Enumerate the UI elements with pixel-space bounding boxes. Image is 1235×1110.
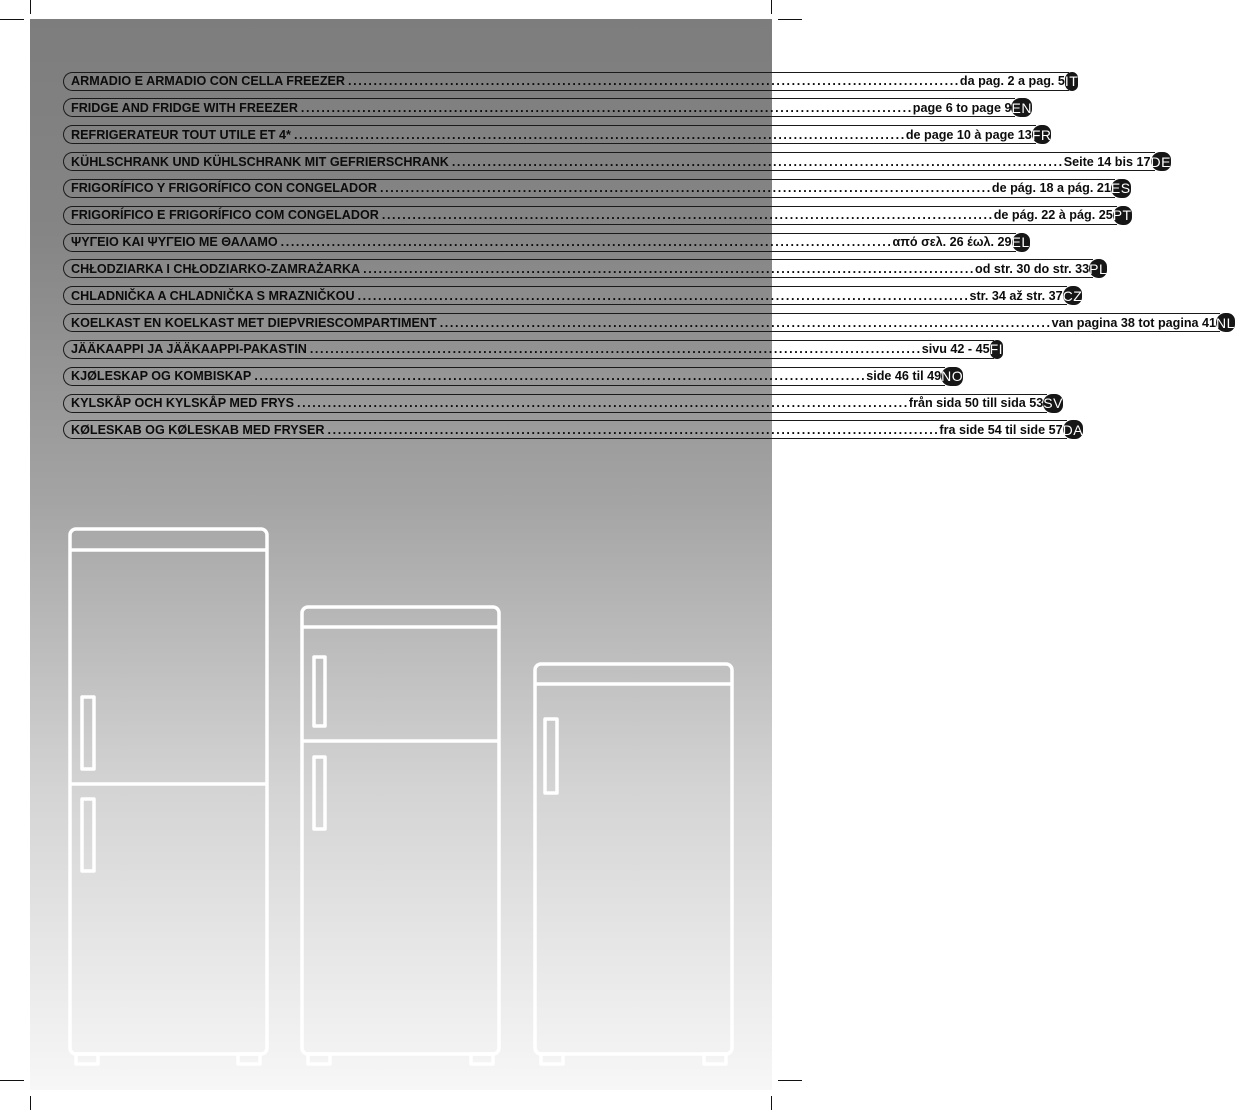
- toc-page-range: fra side 54 til side 57: [939, 422, 1063, 437]
- toc-title: KYLSKÅP OCH KYLSKÅP MED FRYS: [71, 396, 294, 411]
- fridge-illustrations: [30, 19, 772, 1090]
- toc-title: JÄÄKAAPPI JA JÄÄKAAPPI-PAKASTIN: [71, 342, 307, 357]
- toc-leader-dots: ........................................................................................................................: [380, 181, 992, 196]
- single-door-fridge-icon: [535, 664, 732, 1064]
- language-code-badge: DA: [1062, 421, 1084, 438]
- toc-page-range: από σελ. 26 έωλ. 29: [892, 235, 1012, 250]
- toc-page-range: od str. 30 do str. 33: [975, 261, 1090, 276]
- language-code-badge: FI: [989, 341, 1004, 358]
- toc-leader-dots: ........................................................................................................................: [451, 154, 1064, 169]
- toc-leader-dots: ........................................................................................................................: [309, 342, 922, 357]
- toc-page-range: Seite 14 bis 17: [1063, 154, 1151, 169]
- language-code-badge: PT: [1112, 207, 1132, 224]
- toc-leader-dots: ........................................................................................................................: [254, 369, 867, 384]
- toc-leader-dots: ........................................................................................................................: [363, 261, 976, 276]
- language-code-badge: NL: [1216, 314, 1235, 331]
- toc-page-range: side 46 til 49: [866, 369, 942, 384]
- toc-page-range: da pag. 2 a pag. 5: [959, 74, 1065, 88]
- toc-page-range: page 6 to page 9: [912, 100, 1012, 115]
- toc-leader-dots: ........................................................................................................................: [381, 208, 994, 223]
- crop-mark: [778, 19, 802, 20]
- toc-page-range: str. 34 až str. 37: [969, 288, 1063, 303]
- toc-title: FRIGORÍFICO E FRIGORÍFICO COM CONGELADOR: [71, 208, 379, 223]
- toc-leader-dots: ........................................................................................................................: [280, 235, 893, 250]
- cover-page: [30, 19, 1235, 1090]
- language-code-badge: PL: [1089, 260, 1108, 277]
- toc-page-range: de pág. 18 a pág. 21: [991, 181, 1111, 196]
- toc-page-range: de page 10 à page 13: [905, 127, 1032, 142]
- crop-mark: [778, 1080, 802, 1081]
- toc-page-range: van pagina 38 tot pagina 41: [1051, 315, 1217, 330]
- crop-mark: [30, 1096, 31, 1110]
- toc-title: KJØLESKAP OG KOMBISKAP: [71, 369, 252, 384]
- toc-title: ΨΥΓΕΙΟ ΚΑΙ ΨΥΓΕΙΟ ΜΕ ΘΑΛΑΜΟ: [71, 235, 278, 250]
- toc-leader-dots: ........................................................................................................................: [357, 288, 970, 303]
- language-code-badge: EN: [1011, 99, 1032, 116]
- language-code-badge: SV: [1043, 395, 1063, 412]
- language-code-badge: EL: [1011, 234, 1030, 251]
- toc-title: KØLESKAB OG KØLESKAB MED FRYSER: [71, 422, 325, 437]
- toc-leader-dots: ........................................................................................................................: [327, 422, 940, 437]
- toc-leader-dots: ........................................................................................................................: [439, 315, 1052, 330]
- two-door-fridge-icon: [70, 529, 267, 1064]
- toc-title: ARMADIO E ARMADIO CON CELLA FREEZER: [71, 74, 346, 88]
- crop-mark: [0, 19, 24, 20]
- crop-mark: [771, 0, 772, 14]
- language-code-badge: NO: [941, 368, 964, 385]
- toc-leader-dots: ........................................................................................................................: [297, 396, 909, 411]
- toc-title: KOELKAST EN KOELKAST MET DIEPVRIESCOMPARTIMENT: [71, 315, 437, 330]
- toc-page-range: från sida 50 till sida 53: [908, 396, 1044, 411]
- crop-mark: [30, 0, 31, 14]
- toc-title: FRIGORÍFICO Y FRIGORÍFICO CON CONGELADOR: [71, 181, 377, 196]
- language-code-badge: ES: [1110, 180, 1131, 197]
- crop-mark: [0, 1080, 24, 1081]
- toc-title: REFRIGERATEUR TOUT UTILE ET 4*: [71, 127, 291, 142]
- toc-leader-dots: ........................................................................................................................: [293, 127, 906, 142]
- toc-title: FRIDGE AND FRIDGE WITH FREEZER: [71, 100, 298, 115]
- language-code-badge: CZ: [1062, 287, 1083, 304]
- language-code-badge: FR: [1031, 126, 1052, 143]
- top-freezer-fridge-icon: [302, 607, 499, 1064]
- toc-page-range: de pág. 22 à pág. 25: [993, 208, 1113, 223]
- toc-title: CHLADNIČKA A CHLADNIČKA S MRAZNIČKOU: [71, 288, 355, 303]
- toc-title: CHŁODZIARKA I CHŁODZIARKO-ZAMRAŻARKA: [71, 261, 361, 276]
- language-code-badge: DE: [1150, 153, 1171, 170]
- toc-leader-dots: ........................................................................................................................: [348, 74, 960, 88]
- language-code-badge: IT: [1064, 73, 1079, 89]
- toc-leader-dots: ........................................................................................................................: [300, 100, 913, 115]
- toc-title: KÜHLSCHRANK UND KÜHLSCHRANK MIT GEFRIERSCHRANK: [71, 154, 449, 169]
- crop-mark: [771, 1096, 772, 1110]
- toc-page-range: sivu 42 - 45: [921, 342, 990, 357]
